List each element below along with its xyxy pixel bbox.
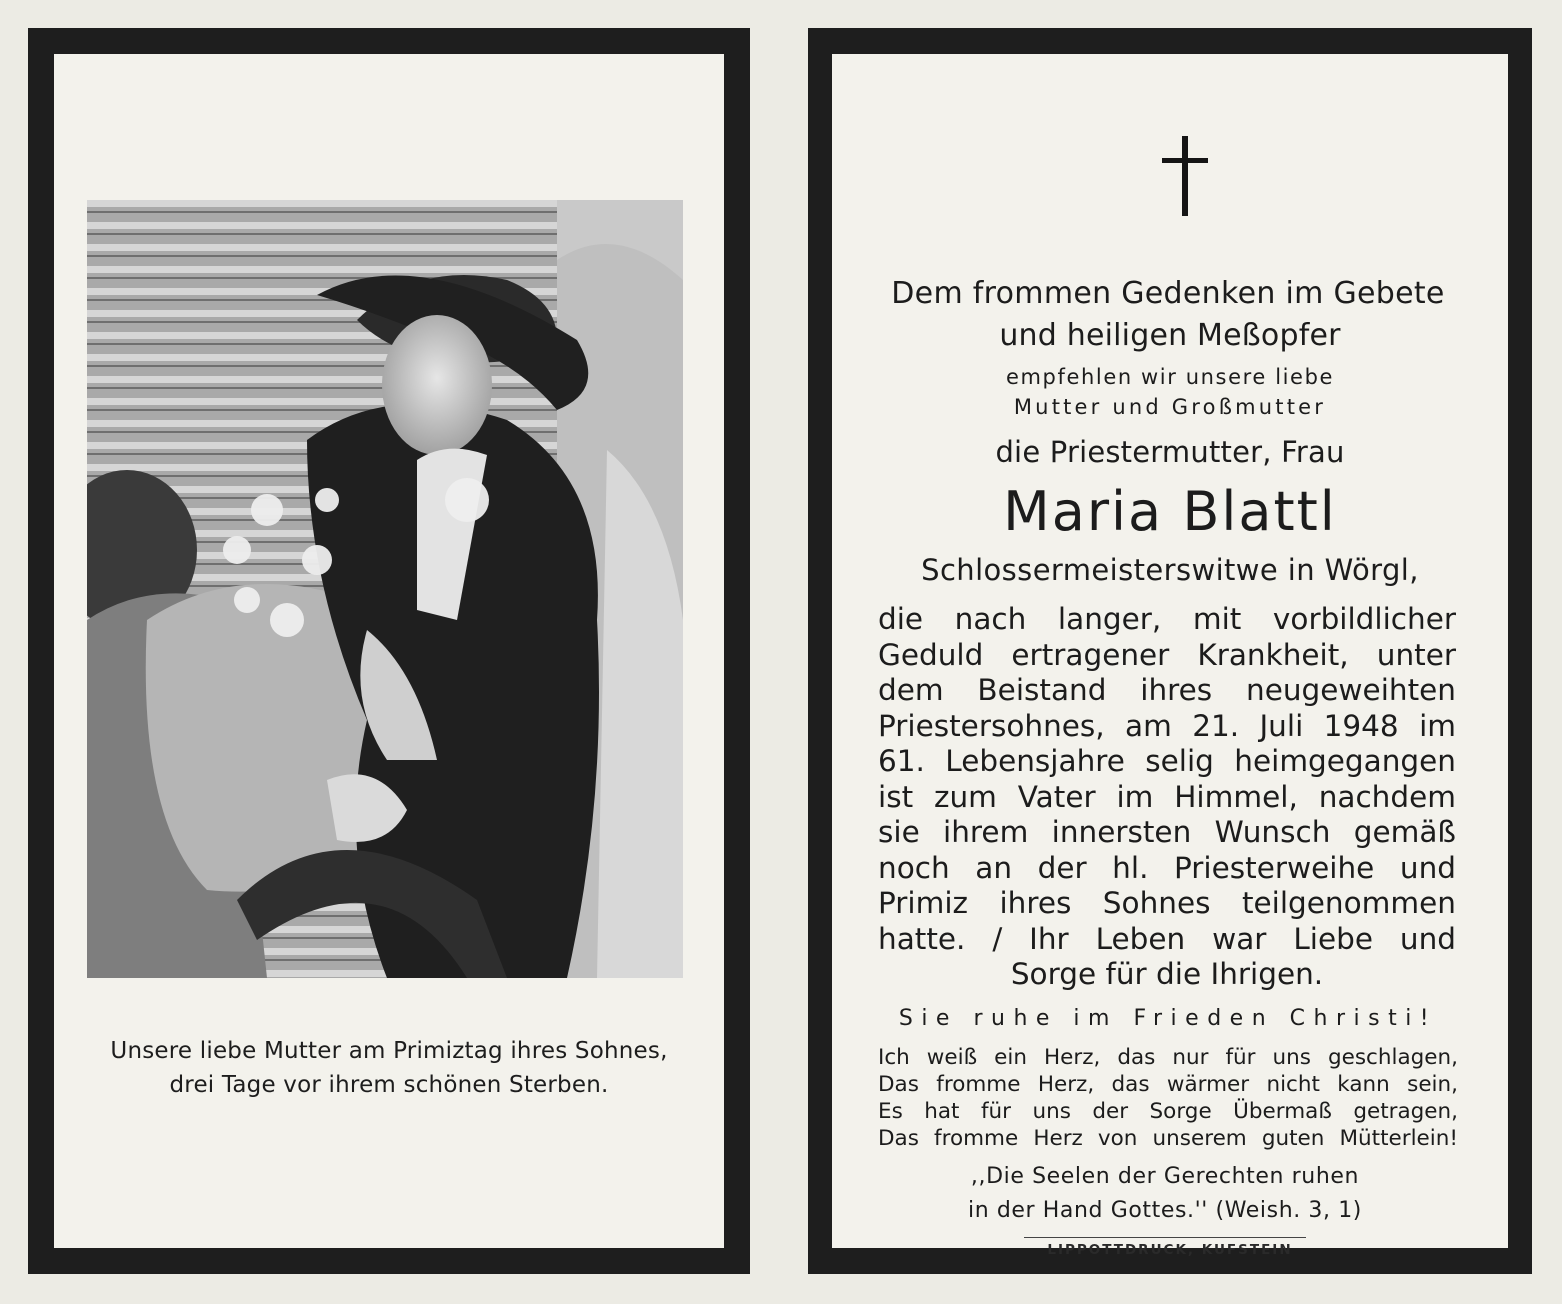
deceased-name: Maria Blattl [1003, 480, 1337, 543]
quote-line: in der Hand Gottes.'' (Weish. 3, 1) [967, 1198, 1362, 1223]
dedication-line-1: Dem frommen Gedenken im Gebete [891, 276, 1445, 311]
obituary-line: Priestersohnes, am 21. Juli 1948 im [878, 708, 1456, 743]
scripture-quote [932, 1160, 1398, 1228]
obituary-line: die nach langer, mit vorbildlicher [878, 602, 1456, 636]
dedication-line-5: die Priestermutter, Frau [995, 435, 1345, 469]
obituary-line: ist zum Vater im Himmel, nachdem [878, 779, 1456, 814]
right-card-frame [808, 28, 1532, 1274]
left-card-frame [28, 28, 750, 1274]
obituary-line: noch an der hl. Priesterweihe und [878, 850, 1456, 885]
memorial-verse [878, 1044, 1458, 1152]
obituary-line: Primiz ihres Sohnes teilgenommen [878, 886, 1456, 920]
right-card-page [832, 54, 1508, 1258]
obituary-line: dem Beistand ihres neugeweihten [878, 673, 1456, 707]
obituary-text [878, 602, 1456, 993]
quote-line: ,,Die Seelen der Gerechten ruhen [970, 1164, 1360, 1189]
verse-line: Es hat für uns der Sorge Übermaß getragen, [878, 1099, 1458, 1124]
caption-line: Unsere liebe Mutter am Primiztag ihres Sohnes, [110, 1038, 668, 1064]
memorial-photo [87, 200, 683, 978]
verse-line: Das fromme Herz, das wärmer nicht kann sein, [878, 1072, 1458, 1097]
rest-in-peace-line: Sie ruhe im Frieden Christi! [898, 1006, 1438, 1031]
cross-icon [1160, 136, 1210, 216]
photo-image [87, 200, 683, 978]
dedication-line-2: und heiligen Meßopfer [999, 318, 1341, 353]
verse-line: Das fromme Herz von unserem guten Mütterlein! [878, 1126, 1458, 1151]
obituary-line: sie ihrem innersten Wunsch gemäß [878, 815, 1456, 849]
printer-imprint: LIPPOTTDRUCK, KUFSTEIN [1047, 1242, 1293, 1258]
obituary-line: Sorge für die Ihrigen. [1010, 957, 1324, 991]
deceased-title: Schlossermeisterswitwe in Wörgl, [921, 553, 1419, 587]
photo-caption [54, 1034, 724, 1102]
obituary-line: Geduld ertragener Krankheit, unter [878, 637, 1456, 672]
caption-line: drei Tage vor ihrem schönen Sterben. [169, 1072, 609, 1098]
obituary-line: hatte. / Ihr Leben war Liebe und [878, 921, 1456, 956]
dedication-line-4: Mutter und Großmutter [1013, 395, 1327, 419]
left-card-page [54, 54, 724, 1248]
verse-line: Ich weiß ein Herz, das nur für uns geschlagen, [878, 1045, 1458, 1070]
dedication-line-3: empfehlen wir unsere liebe [1005, 365, 1335, 389]
obituary-line: 61. Lebensjahre selig heimgegangen [878, 744, 1456, 778]
printer-rule [1024, 1237, 1306, 1238]
